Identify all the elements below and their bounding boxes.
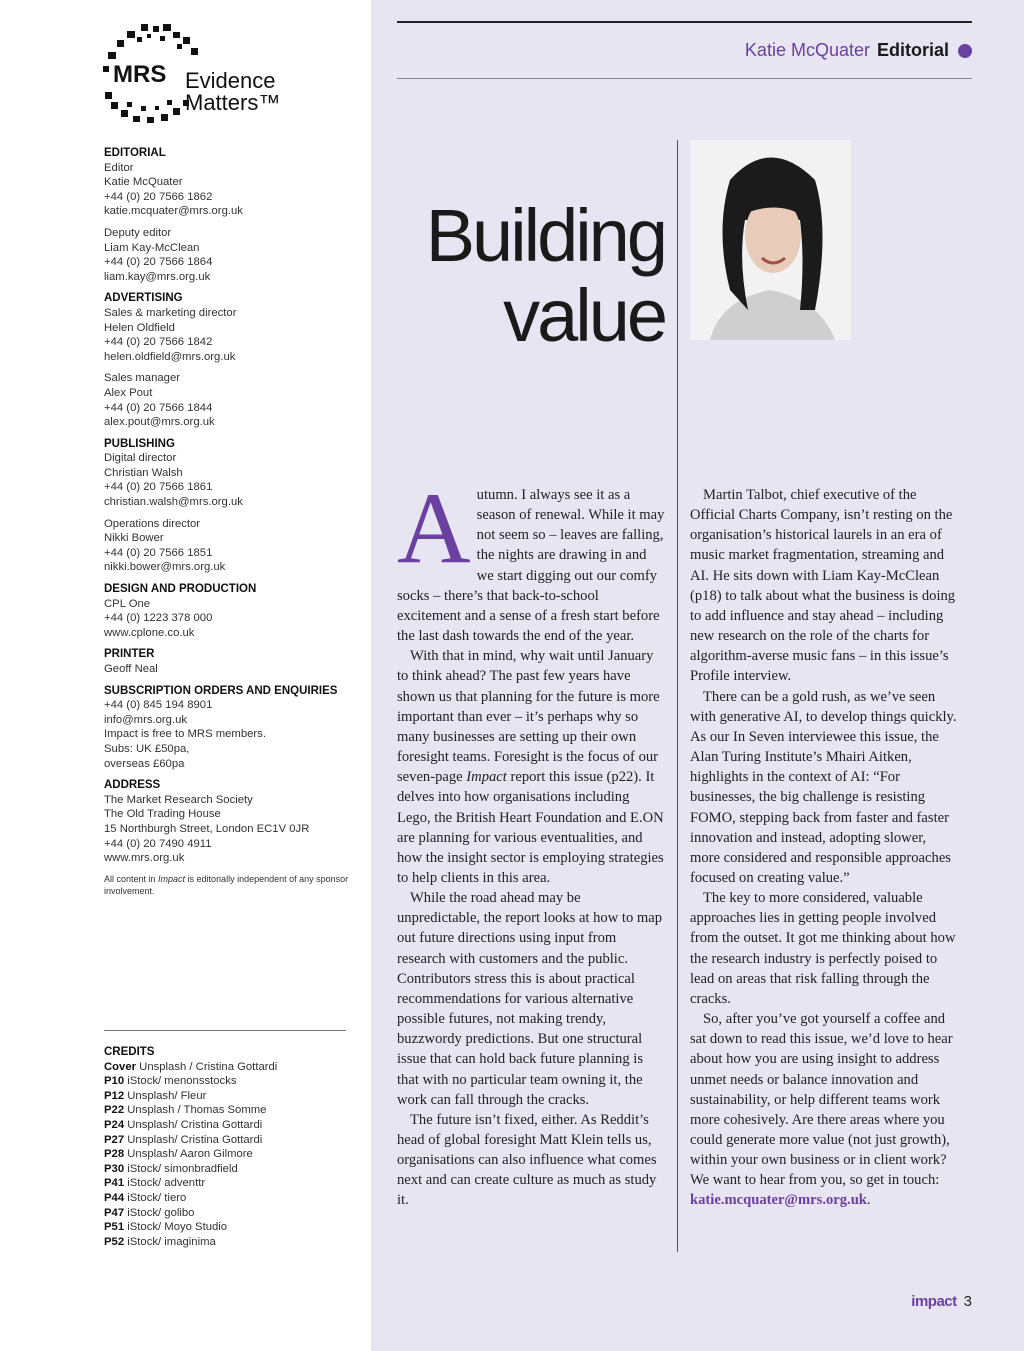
contact-line: Christian Walsh [104,466,183,479]
contact-line: +44 (0) 20 7566 1864 [104,256,213,269]
author-photo [690,140,851,340]
contact-line: +44 (0) 20 7566 1862 [104,190,213,203]
contact-line: +44 (0) 20 7566 1861 [104,481,213,494]
contact-line: The Old Trading House [104,808,221,821]
credit-item: P44 iStock/ tiero [104,1191,187,1204]
contact-line: Nikki Bower [104,532,164,545]
paragraph: The future isn’t fixed, either. As Reddit’s head of global foresight Matt Klein tells us, organisations can also influence what comes next and can create culture as much as study it. [397,1111,657,1209]
contact-line: +44 (0) 20 7566 1842 [104,336,213,349]
credit-item: P22 Unsplash / Thomas Somme [104,1104,267,1117]
title-line-1: Building [425,194,665,277]
contact-group [104,582,354,640]
article-column-1 [397,472,665,1211]
contact-line: Subs: UK £50pa, [104,742,190,755]
credits-heading: CREDITS [104,1046,155,1058]
credit-item: P30 iStock/ simonbradfield [104,1162,238,1175]
logo-line1: Evidence [185,68,276,93]
contact-line: Helen Oldfield [104,321,175,334]
contact-line: Digital director [104,452,177,465]
header-section: Editorial [876,40,949,60]
header-author: Katie McQuater [744,40,870,60]
contact-group [104,778,354,866]
contact-group [104,226,354,284]
contact-line: Geoff Neal [104,663,158,675]
masthead-contacts [104,146,354,898]
paragraph: The key to more considered, valuable approaches lies in getting people involved from the outset. It got me thinking about how the research industry is perfectly poised to lead on areas that risk falling through the cracks. [690,890,956,1007]
independence-note: All content in Impact is editorially independent of any sponsor involvement. [104,873,349,897]
contact-line: Alex Pout [104,386,153,399]
column-rule [677,140,678,1252]
contact-line: Operations director [104,517,201,530]
masthead-panel [0,0,371,1351]
contact-line: overseas £60pa [104,757,185,770]
page-number: 3 [963,1293,972,1310]
section-heading: ADDRESS [104,779,161,792]
page-title [426,196,665,356]
page-header [745,40,972,61]
contact-line: +44 (0) 20 7566 1844 [104,401,213,414]
contact-line: The Market Research Society [104,793,253,806]
section-heading: PRINTER [104,648,155,661]
contact-line[interactable]: alex.pout@mrs.org.uk [104,416,215,429]
contact-line[interactable]: helen.oldfield@mrs.org.uk [104,350,236,363]
credit-item: P28 Unsplash/ Aaron Gilmore [104,1148,253,1161]
contact-line: CPL One [104,597,151,610]
credit-item: P27 Unsplash/ Cristina Gottardi [104,1133,263,1146]
divider [104,1030,346,1031]
contact-group [104,371,354,429]
section-heading: PUBLISHING [104,437,175,450]
header-rule [397,78,972,79]
contact-line[interactable]: www.mrs.org.uk [104,852,185,865]
contact-line: Sales manager [104,372,180,385]
paragraph: There can be a gold rush, as we’ve seen with generative AI, to develop things quickly. As our In Seven interviewee this issue, the Alan Turing Institute’s Mhairi Aitken, highlights in the context of AI: “For businesses, the big challenge is resisting FOMO, stepping back from faster and faster innovation and instead, adopting slower, more considered and responsible approaches focused on creating value.” [690,688,957,886]
contact-group [104,146,354,219]
contact-line[interactable]: www.cplone.co.uk [104,626,195,639]
section-heading: EDITORIAL [104,147,166,159]
section-heading: ADVERTISING [104,292,183,305]
logo-mark: MRS [113,61,167,88]
contact-line: +44 (0) 20 7566 1851 [104,546,213,559]
credits [104,1045,354,1249]
paragraph: utumn. I always see it as a season of renewal. While it may not seem so – leaves are falling, the nights are drawing in and we start digging out our comfy socks – there’s that back-to-school excitement and a sense of a fresh start before the last dash towards the end of the year. [397,487,665,645]
contact-line: Editor [104,161,134,174]
contact-group [104,684,354,772]
contact-line[interactable]: info@mrs.org.uk [104,713,188,726]
contact-line: 15 Northburgh Street, London EC1V 0JR [104,822,310,835]
credit-item: P41 iStock/ adventtr [104,1177,206,1190]
mrs-logo [103,22,283,124]
credit-item: P24 Unsplash/ Cristina Gottardi [104,1118,263,1131]
page-footer [911,1293,972,1310]
contact-line: Deputy editor [104,226,172,239]
email-link[interactable]: katie.mcquater@mrs.org.uk [690,1192,867,1209]
section-heading: DESIGN AND PRODUCTION [104,583,257,596]
contact-line[interactable]: liam.kay@mrs.org.uk [104,270,211,283]
paragraph: Martin Talbot, chief executive of the Official Charts Company, isn’t resting on the organisation’s historical laurels in an era of music market fragmentation, streaming and AI. He sits down with Liam Kay-McClean (p18) to talk about what the business is doing to add influence and stay ahead – including new research on the role of the charts for algorithm-averse music fans – in this issue’s Profile interview. [690,487,956,685]
contact-group [104,517,354,575]
article-column-2 [690,485,958,1211]
credit-item: P47 iStock/ golibo [104,1206,195,1219]
credit-item: P12 Unsplash/ Fleur [104,1089,207,1102]
credit-item: P52 iStock/ imaginima [104,1235,216,1248]
contact-group [104,291,354,364]
title-line-2: value [503,274,665,357]
contact-line[interactable]: katie.mcquater@mrs.org.uk [104,205,243,218]
section-heading: SUBSCRIPTION ORDERS AND ENQUIRIES [104,684,338,697]
contact-group [104,437,354,510]
contact-line: Sales & marketing director [104,306,237,319]
paragraph: So, after you’ve got yourself a coffee and sat down to read this issue, we’d love to hear about how you are using insight to address unmet needs or balance innovation and sustainability, or help different teams work more cohesively. Are there areas where you could generate more value (not just growth), within your own business or in client work? We want to hear from you, so get in touch: katie.mcquater@mrs.org.uk. [690,1011,953,1209]
paragraph: While the road ahead may be unpredictable, the report looks at how to map out future directions using input from research with customers and the public. Contributors stress this is about practical recommendations for various alternative possible futures, not making trendy, buzzwordy predictions. But one structural issue that can hold back future planning is that with no particular team owning it, the work can fall through the cracks. [397,890,663,1108]
contact-line: Impact is free to MRS members. [104,728,266,741]
contact-line: +44 (0) 20 7490 4911 [104,837,212,850]
contact-group [104,647,354,676]
contact-line: +44 (0) 845 194 8901 [104,699,213,712]
credit-item: P10 iStock/ menonsstocks [104,1075,237,1088]
footer-brand: impact [911,1293,957,1310]
contact-line: Liam Kay-McClean [104,241,200,254]
paragraph: With that in mind, why wait until January to think ahead? The past few years have shown us that planning for the future is more important than ever – it’s perhaps why so many businesses are setting up their own foresight teams. Foresight is the focus of our seven-page Impact report this issue (p22). It delves into how organisations including Lego, the British Heart Foundation and E.ON are planning for various eventualities, and how the insight sector is employing strategies to help clients in this area. [397,648,664,886]
contact-line: +44 (0) 1223 378 000 [104,612,213,625]
contact-line: Katie McQuater [104,176,183,189]
contact-line[interactable]: nikki.bower@mrs.org.uk [104,561,226,574]
contact-line[interactable]: christian.walsh@mrs.org.uk [104,496,243,509]
dot-icon [958,44,972,58]
credit-item: Cover Unsplash / Cristina Gottardi [104,1060,278,1073]
logo-line2: Matters™ [185,90,281,115]
top-rule [397,21,972,23]
drop-cap: A [397,472,471,585]
credit-item: P51 iStock/ Moyo Studio [104,1221,228,1234]
